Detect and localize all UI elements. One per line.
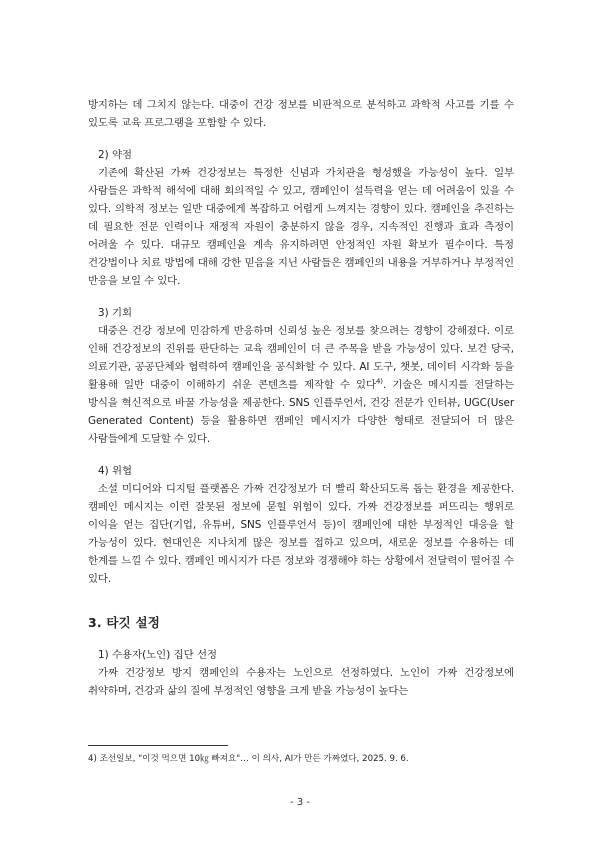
footnote-divider <box>88 745 228 746</box>
intro-paragraph: 방지하는 데 그치지 않는다. 대중이 건강 정보를 비판적으로 분석하고 과학적 사고를 기를 수 있도록 교육 프로그램을 포함할 수 있다. <box>88 99 514 129</box>
opportunity-text-before-note: 대중은 건강 정보에 민감하게 반응하며 신뢰성 높은 정보를 찾으려는 경향이 강해졌다. 이로 인해 건강정보의 진위를 판단하는 교육 캠페인이 더 큰 주목을 받을 가능성이 있다. 보건 당국, 의료기관, 공공단체와 협력하여 캠페인을 공식화할 수 있다. AI 도구, 챗봇, 데이터 시각화 등을 활용해 일반 대중이 이해하기 쉬운 콘텐츠를 제작할 수 있다 <box>88 325 514 391</box>
target-paragraph: 가짜 건강정보 방지 캠페인의 수용자는 노인으로 선정하였다. 노인이 가짜 건강정보에 취약하며, 건강과 삶의 질에 부정적인 영향을 크게 받을 가능성이 높다는 <box>88 667 514 697</box>
opportunity-heading: 3) 기회 <box>98 307 133 319</box>
threat-paragraph: 소셜 미디어와 디지털 플랫폼은 가짜 건강정보가 더 빨리 확산되도록 돕는 환경을 제공한다. 캠페인 메시지는 이런 잘못된 정보에 묻힐 위험이 있다. 가짜 건강정보를 퍼뜨리는 행위로 이익을 얻는 집단(기업, 유튜버, SNS 인플루언서 등)이 캠페인에 대한 부정적인 대응을 할 가능성이 있다. 현대인은 지나치게 많은 정보를 접하고 있으며, 새로운 정보를 수용하는 데 한계를 느낄 수 있다. 캠페인 메시지가 다른 정보와 경쟁해야 하는 상황에서 전달력이 떨어질 수 있다. <box>88 483 514 585</box>
body-content <box>88 96 514 700</box>
weakness-paragraph: 기존에 확산된 가짜 건강정보는 특정한 신념과 가치관을 형성했을 가능성이 높다. 일부 사람들은 과학적 해석에 대해 회의적일 수 있고, 캠페인이 설득력을 얻는 데 어려움이 있을 수 있다. 의학적 정보는 일반 대중에게 복잡하고 어렵게 느껴지는 경향이 있다. 캠페인을 추진하는 데 필요한 전문 인력이나 재정적 자원이 충분하지 않을 경우, 지속적인 진행과 효과 측정이 어려울 수 있다. 대규모 캠페인을 계속 유지하려면 안정적인 자원 확보가 필수이다. 특정 건강법이나 치료 방법에 대해 강한 믿음을 지닌 사람들은 캠페인의 내용을 거부하거나 부정적인 반응을 보일 수 있다. <box>88 167 514 287</box>
target-subheading: 1) 수용자(노인) 집단 선정 <box>98 649 218 661</box>
page-number: - 3 - <box>290 797 310 808</box>
opportunity-text-after-note: . 기술은 메시지를 전달하는 방식을 혁신적으로 바꿀 가능성을 제공한다. SNS 인플루언서, 건강 전문가 인터뷰, UGC(User Generated Content) 등을 활용하면 캠페인 메시지가 다양한 형태로 전달되어 더 많은 사람들에게 도달할 수 있다. <box>88 379 514 445</box>
section-title: 3. 타깃 설정 <box>88 615 161 630</box>
footnote-reference: 4) <box>375 377 383 386</box>
threat-heading: 4) 위협 <box>98 465 133 477</box>
footnote-text: 4) 조선일보, "이것 먹으면 10㎏ 빠져요"… 이 의사, AI가 만든 가짜였다, 2025. 9. 6. <box>88 754 409 764</box>
weakness-heading: 2) 약점 <box>98 149 133 161</box>
opportunity-paragraph <box>88 322 514 448</box>
